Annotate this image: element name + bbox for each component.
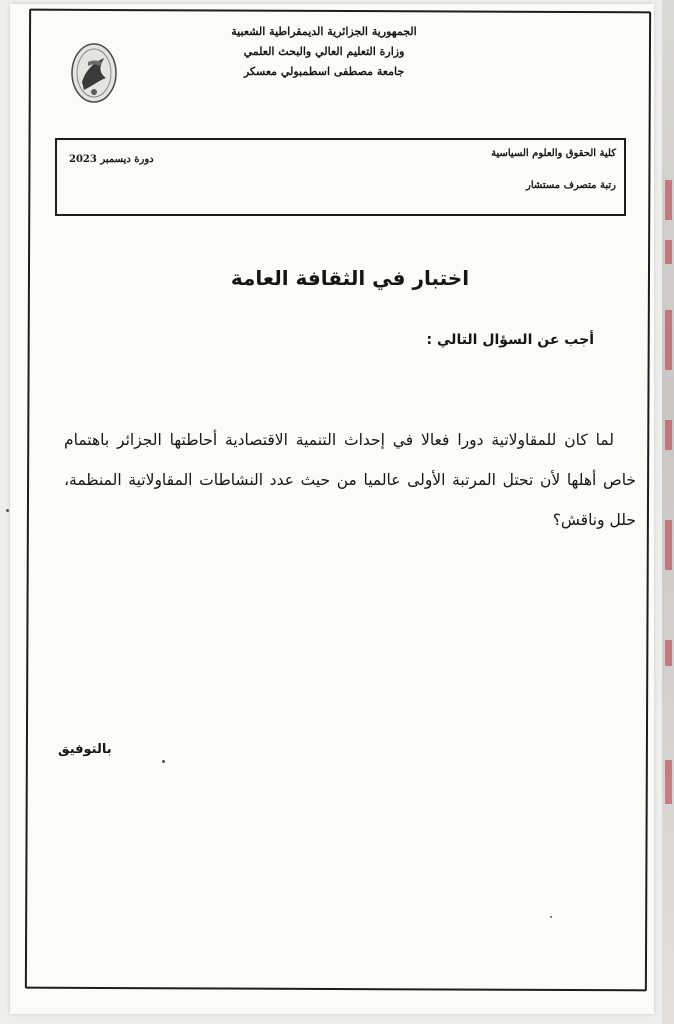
question-paragraph: لما كان للمقاولاتية دورا فعالا في إحداث التنمية الاقتصادية أحاطتها الجزائر باهتمام خاص أهلها لأن تحتل المرتبة الأولى عالميا من حيث عدد النشاطات المقاولاتية المنظمة، حلل وناقش؟ xyxy=(64,431,636,529)
closing-text: بالتوفيق xyxy=(58,742,112,757)
strip-mark xyxy=(665,240,672,264)
rank-label: رتبة متصرف مستشار xyxy=(526,180,616,191)
strip-mark xyxy=(665,520,672,570)
exam-info-box xyxy=(55,138,626,216)
faculty-name: كلية الحقوق والعلوم السياسية xyxy=(491,148,616,159)
strip-mark xyxy=(665,310,672,370)
strip-mark xyxy=(665,640,672,666)
exam-sheet xyxy=(10,4,654,1014)
ministry-header xyxy=(194,22,454,82)
ministry-line: وزارة التعليم العالي والبحث العلمي xyxy=(243,45,405,58)
strip-mark xyxy=(665,420,672,450)
adjacent-page-edge xyxy=(662,0,674,1024)
republic-line: الجمهورية الجزائرية الديمقراطية الشعبية xyxy=(231,25,417,38)
session-label: دورة ديسمبر 2023 xyxy=(69,154,154,165)
question-text xyxy=(64,420,636,540)
strip-mark xyxy=(665,760,672,804)
strip-mark xyxy=(665,180,672,220)
paper-speck xyxy=(550,916,552,918)
instruction-text: أجب عن السؤال التالي : xyxy=(426,332,594,348)
paper-speck xyxy=(162,760,165,763)
university-line: جامعة مصطفى اسطمبولي معسكر xyxy=(243,65,405,78)
exam-title: اختبار في الثقافة العامة xyxy=(230,266,470,290)
university-emblem-icon xyxy=(70,42,118,104)
paper-speck xyxy=(6,509,9,512)
